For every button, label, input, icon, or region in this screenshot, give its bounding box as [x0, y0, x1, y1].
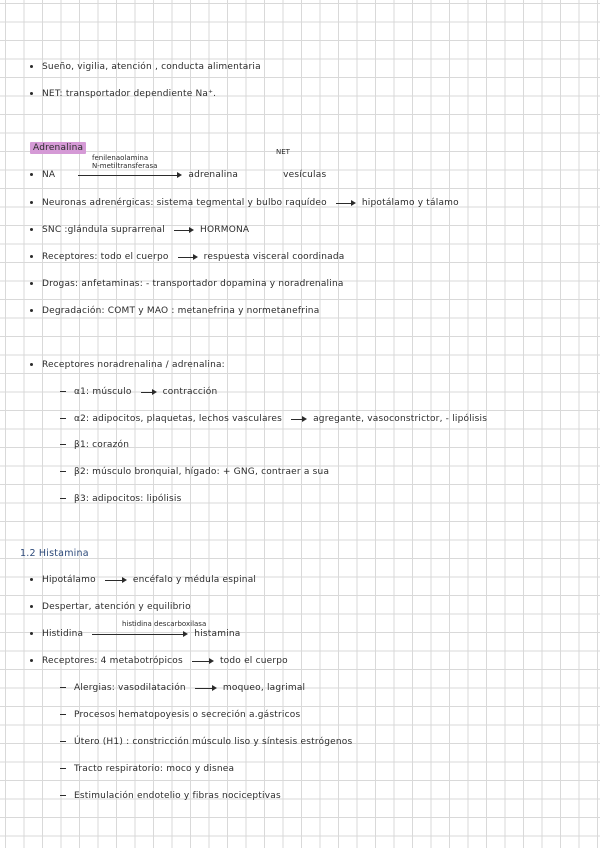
- enzyme-label-histidina: histidina descarboxilasa: [122, 620, 207, 628]
- line-drogas: Drogas: anfetaminas: - transportador dopamina y noradrenalina: [30, 279, 344, 289]
- enzyme-label-2: N-metiltransferasa: [92, 162, 158, 170]
- arrow-icon: [92, 630, 188, 638]
- arrow-icon: [141, 388, 157, 396]
- arrow-icon: [78, 171, 182, 179]
- line-degradacion: Degradación: COMT y MAO : metanefrina y normetanefrina: [30, 306, 319, 316]
- bullet-dot: [30, 605, 33, 608]
- arrow-icon: [174, 226, 194, 234]
- dash-mark: [60, 498, 66, 499]
- line-estimulacion: Estimulación endotelio y fibras nociceptivas: [60, 791, 281, 801]
- bullet-dot: [30, 65, 33, 68]
- line-sueno: Sueño, vigilia, atención , conducta alimentaria: [30, 62, 261, 72]
- dash-mark: [60, 391, 66, 392]
- bullet-dot: [30, 578, 33, 581]
- arrow-icon: [178, 253, 198, 261]
- dash-mark: [60, 768, 66, 769]
- bullet-dot: [30, 309, 33, 312]
- line-receptores: Receptores: todo el cuerpo respuesta visceral coordinada: [30, 252, 344, 262]
- bullet-dot: [30, 173, 33, 176]
- line-na-adrenalina: NA adrenalina vesículas: [30, 170, 326, 180]
- dash-mark: [60, 444, 66, 445]
- dash-mark: [60, 471, 66, 472]
- bullet-dot: [30, 255, 33, 258]
- line-beta3: β3: adipocitos: lipólisis: [60, 494, 181, 504]
- dash-mark: [60, 714, 66, 715]
- line-alergias: Alergias: vasodilatación moqueo, lagrimal: [60, 683, 305, 693]
- arrow-icon: [291, 415, 307, 423]
- line-utero: Útero (H1) : constricción músculo liso y síntesis estrógenos: [60, 737, 352, 747]
- bullet-dot: [30, 92, 33, 95]
- dash-mark: [60, 418, 66, 419]
- arrow-icon: [192, 657, 214, 665]
- arrow-icon: [336, 199, 356, 207]
- line-beta1: β1: corazón: [60, 440, 129, 450]
- arrow-icon: [105, 576, 127, 584]
- bullet-dot: [30, 659, 33, 662]
- line-tracto: Tracto respiratorio: moco y disnea: [60, 764, 234, 774]
- bullet-dot: [30, 201, 33, 204]
- bullet-dot: [30, 363, 33, 366]
- line-alpha2: α2: adipocitos, plaquetas, lechos vasculares agregante, vasoconstrictor, - lipólisis: [60, 414, 487, 424]
- line-receptores-head: Receptores noradrenalina / adrenalina:: [30, 360, 225, 370]
- line-procesos: Procesos hematopoyesis o secreción a.gástricos: [60, 710, 300, 720]
- dash-mark: [60, 687, 66, 688]
- bullet-dot: [30, 228, 33, 231]
- dash-mark: [60, 795, 66, 796]
- bullet-dot: [30, 282, 33, 285]
- bullet-dot: [30, 632, 33, 635]
- section-heading-adrenalina: Adrenalina: [30, 143, 86, 153]
- enzyme-label-1: fenilenaolamina: [92, 154, 149, 162]
- arrow-icon: [195, 684, 217, 692]
- line-alpha1: α1: músculo contracción: [60, 387, 217, 397]
- line-net: NET: transportador dependiente Na⁺.: [30, 89, 216, 99]
- line-snc: SNC :glándula suprarrenal HORMONA: [30, 225, 249, 235]
- line-neuronas: Neuronas adrenérgicas: sistema tegmental y bulbo raquídeo hipotálamo y tálamo: [30, 198, 459, 208]
- line-despertar: Despertar, atención y equilibrio: [30, 602, 191, 612]
- line-receptores-hist: Receptores: 4 metabotrópicos todo el cuerpo: [30, 656, 288, 666]
- net-label: NET: [276, 148, 290, 156]
- dash-mark: [60, 741, 66, 742]
- section-heading-histamina: 1.2 Histamina: [20, 548, 89, 559]
- line-hipotalamo: Hipotálamo encéfalo y médula espinal: [30, 575, 256, 585]
- line-histidina: Histidina histamina: [30, 629, 241, 639]
- line-beta2: β2: músculo bronquial, hígado: + GNG, contraer a sua: [60, 467, 329, 477]
